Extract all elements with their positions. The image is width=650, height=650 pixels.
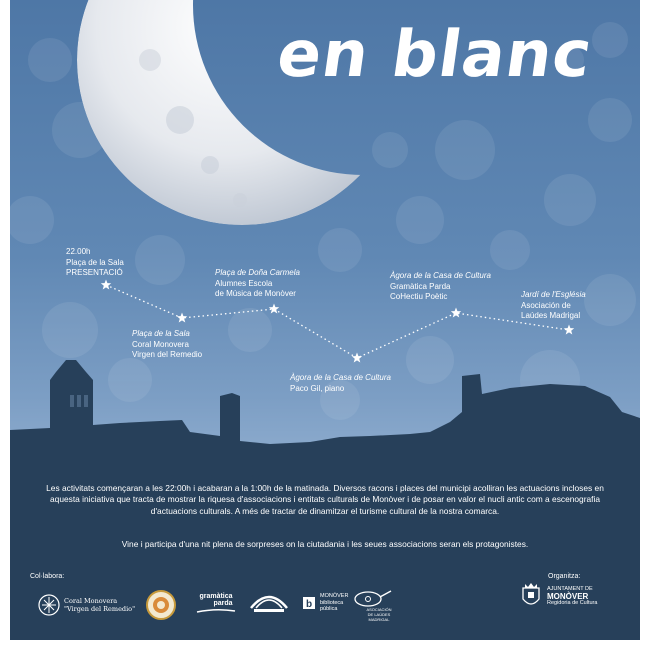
stop-label-1 — [66, 247, 124, 279]
stop-line: Virgen del Remedio — [132, 350, 203, 359]
laudes-logo-icon — [352, 588, 392, 608]
stop-line: Coral Monovera — [132, 339, 189, 349]
logo-text: Coral Monovera — [64, 597, 118, 605]
stop-place: Àgora de la Casa de Cultura — [390, 271, 491, 280]
gramatica-parda-logo — [196, 593, 236, 614]
arch-logo-icon — [248, 590, 290, 614]
invitation-paragraph: Vine i participa d'una nit plena de sorpreses on la ciutadania i les seues associacions seran els protagonistes. — [121, 539, 529, 549]
organitza-label: Organitza: — [548, 573, 581, 580]
logo-text: ASOCIACIÓN — [366, 607, 392, 612]
organitza-text: Regidoria de Cultura — [547, 599, 598, 606]
stop-time: 22.00h — [66, 247, 91, 256]
stop-line: CoHectiu Poètic — [390, 292, 448, 301]
stop-place: Plaça de la Sala — [132, 329, 190, 338]
stop-label-3 — [215, 268, 300, 300]
ajuntament-monover-logo — [520, 582, 597, 610]
stop-line: Asociación de — [521, 300, 571, 310]
stop-label-5 — [390, 271, 491, 303]
star-icon — [269, 304, 279, 314]
stop-line: Laúdes Madrigal — [521, 311, 581, 320]
coral-emblem-icon — [38, 594, 60, 616]
logo-text: DE LAÚDES — [367, 611, 391, 617]
coat-of-arms-icon — [520, 582, 542, 610]
collabora-label: Col·labora: — [30, 573, 65, 580]
logo-text: gramàtica — [199, 593, 233, 600]
stop-place: Àgora de la Casa de Cultura — [290, 373, 391, 382]
organitza-text: AJUNTAMENT DE — [547, 585, 593, 592]
stop-label-6 — [521, 290, 586, 322]
pen-stroke-icon — [196, 608, 236, 614]
logo-text: "Virgen del Remedio" — [64, 605, 136, 613]
star-icon — [177, 313, 187, 323]
biblioteca-logo-icon — [302, 596, 316, 610]
stop-line: Gramàtica Parda — [390, 281, 451, 291]
laudes-madrigal-logo — [352, 588, 392, 622]
biblioteca-logo — [302, 593, 348, 613]
stop-line: de Música de Monòver — [215, 289, 296, 298]
stop-line: Alumnes Escola — [215, 278, 273, 288]
arch-logo — [248, 590, 290, 614]
logo-text: parda — [213, 600, 233, 607]
coral-monovera-logo — [38, 594, 135, 616]
organitza-text: MONÒVER — [547, 591, 589, 601]
star-icon — [451, 308, 461, 318]
stop-place: Jardí de l'Església — [521, 290, 586, 299]
star-icon — [101, 280, 111, 290]
description-paragraph: Les activitats començaran a les 22:00h i acabaran a la 1:00h de la matinada. Diversos racons i places del municipi acolliran les actuacions incloses en aquesta iniciativa que tracta de mostrar la riquesa d'associacions i entitats culturals de Monòver i de posar en valor el nucli antic com a escenografia d'actuacions culturals. A més de tractar de dinamitzar el turisme cultural de la nostra comarca. — [46, 483, 604, 516]
poster-title: en blanc — [272, 18, 597, 92]
svg-text:b: b — [305, 598, 313, 610]
logo-text: MADRIGAL — [368, 616, 390, 622]
logo-text: MONÒVER — [320, 593, 349, 599]
stop-line: PRESENTACIÓ — [66, 268, 123, 277]
stop-line: Paco Gil, piano — [290, 383, 345, 393]
stop-line: Plaça de la Sala — [66, 257, 124, 267]
stop-place: Plaça de Doña Carmela — [215, 268, 300, 277]
logo-text: biblioteca — [320, 599, 344, 606]
star-icon — [564, 325, 574, 335]
round-seal-icon — [144, 590, 178, 620]
stop-label-2 — [132, 329, 202, 361]
star-icon — [352, 353, 362, 363]
stop-label-4 — [290, 373, 391, 394]
logo-text: pública — [320, 606, 338, 612]
round-seal-logo — [144, 590, 178, 620]
poster — [10, 0, 640, 640]
